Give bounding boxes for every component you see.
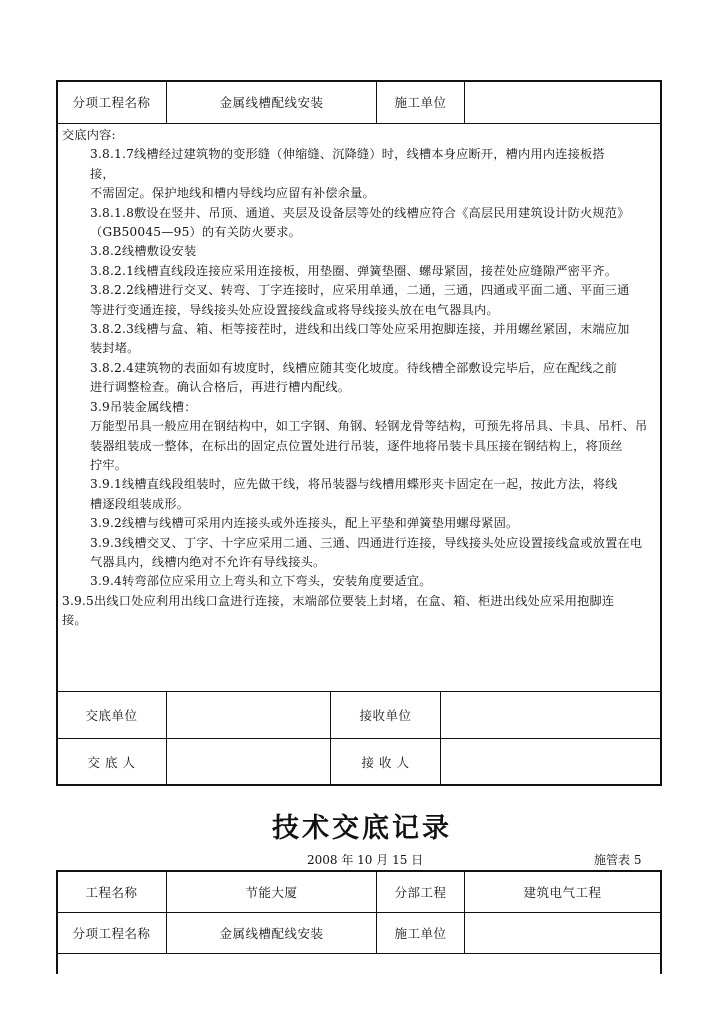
second-table-border-right bbox=[660, 870, 662, 974]
disclosure-unit-value bbox=[167, 692, 330, 738]
content-line: 3.8.2.4建筑物的表面如有坡度时，线槽应随其变化坡度。待线槽全部敷设完毕后，应在配线之前 bbox=[90, 360, 618, 375]
content-line: （GB50045—95）的有关防火要求。 bbox=[90, 225, 302, 240]
receiver-label: 接 收 人 bbox=[361, 754, 410, 770]
receiving-unit-value bbox=[441, 692, 660, 738]
top-table-row-divider bbox=[56, 123, 662, 124]
content-line: 槽逐段组装成形。 bbox=[90, 496, 190, 511]
content-line: 3.8.2.3线槽与盒、箱、柜等接茬时，进线和出线口等处应采用抱脚连接，并用螺丝紧固，末端应加 bbox=[90, 322, 630, 337]
construction-unit-label-2: 施工单位 bbox=[394, 926, 447, 941]
form-date: 2008 年 10 月 15 日 bbox=[307, 853, 424, 867]
content-line: 接。 bbox=[62, 613, 87, 628]
top-table-border-bottom bbox=[56, 784, 662, 786]
project-name-value: 节能大厦 bbox=[245, 884, 298, 900]
form-number: 施管表 5 bbox=[594, 853, 642, 867]
content-line: 3.8.2.2线槽进行交叉、转弯、丁字连接时，应采用单通，二通，三通，四通或平面二通、平面三通 bbox=[90, 283, 630, 298]
content-lines bbox=[62, 145, 654, 630]
subitem-name-value-2: 金属线槽配线安装 bbox=[219, 926, 324, 941]
content-line: 装封堵。 bbox=[90, 341, 140, 356]
content-line: 3.9.1线槽直线段组装时，应先做干线，将吊装器与线槽用蝶形夹卡固定在一起，按此方法，将线 bbox=[90, 477, 618, 492]
subitem-name-label-2: 分项工程名称 bbox=[72, 926, 151, 941]
discloser-value bbox=[167, 739, 330, 784]
content-line: 拧牢。 bbox=[90, 457, 128, 472]
receiving-unit-label: 接收单位 bbox=[359, 708, 412, 723]
content-line: 装器组装成一整体，在标出的固定点位置处进行吊装，逐件地将吊装卡具压接在钢结构上，将顶丝 bbox=[90, 438, 623, 453]
project-name-label: 工程名称 bbox=[85, 884, 138, 900]
top-table-border-left bbox=[56, 80, 58, 786]
discloser-label: 交 底 人 bbox=[87, 754, 136, 770]
content-line: 3.9.3线槽交叉、丁字、十字应采用二通、三通、四通进行连接，导线接头处应设置接线盒或放置在电 bbox=[90, 535, 643, 550]
disclosure-unit-label: 交底单位 bbox=[85, 708, 138, 723]
disclosure-content bbox=[62, 126, 654, 631]
receiver-value bbox=[441, 739, 660, 784]
content-line: 气器具内，线槽内绝对不允许有导线接头。 bbox=[90, 554, 326, 569]
construction-unit-value bbox=[465, 81, 660, 123]
content-line: 3.9.5出线口处应利用出线口盒进行连接，末端部位要装上封堵，在盒、箱、柜进出线处应采用抱脚连 bbox=[62, 593, 615, 608]
content-line: 等进行变通连接，导线接头处应设置接线盒或将导线接头放在电气器具内。 bbox=[90, 302, 499, 317]
division-label: 分部工程 bbox=[394, 884, 447, 900]
second-table-row-bottom bbox=[56, 953, 662, 954]
top-table-border-right bbox=[660, 80, 662, 786]
content-line: 万能型吊具一般应用在钢结构中，如工字钢、角钢、轻钢龙骨等结构，可预先将吊具、卡具、吊杆、吊 bbox=[90, 419, 648, 434]
content-line: 不需固定。保护地线和槽内导线均应留有补偿余量。 bbox=[90, 186, 375, 201]
content-line: 3.8.1.8敷设在竖井、吊顶、通道、夹层及设备层等处的线槽应符合《高层民用建筑设计防火规范》 bbox=[90, 205, 630, 220]
subitem-name-label: 分项工程名称 bbox=[72, 95, 151, 110]
content-line: 3.9吊装金属线槽： bbox=[90, 399, 197, 414]
content-label: 交底内容: bbox=[62, 128, 116, 142]
content-line: 3.8.1.7线槽经过建筑物的变形缝（伸缩缝、沉降缝）时，线槽本身应断开，槽内用内连接板搭 bbox=[90, 147, 605, 162]
form-title: 技术交底记录 bbox=[272, 813, 452, 844]
subitem-name-value: 金属线槽配线安装 bbox=[219, 95, 324, 110]
construction-unit-value-2 bbox=[465, 913, 660, 953]
content-line: 接， bbox=[90, 166, 115, 181]
division-value: 建筑电气工程 bbox=[523, 884, 602, 900]
content-line: 3.9.2线槽与线槽可采用内连接头或外连接头，配上平垫和弹簧垫用螺母紧固。 bbox=[90, 516, 519, 531]
content-line: 3.8.2线槽敷设安装 bbox=[90, 244, 197, 259]
content-line: 3.9.4转弯部位应采用立上弯头和立下弯头，安装角度要适宜。 bbox=[90, 574, 432, 589]
content-line: 进行调整检查。确认合格后，再进行槽内配线。 bbox=[90, 380, 351, 395]
construction-unit-label: 施工单位 bbox=[394, 95, 447, 110]
content-line: 3.8.2.1线槽直线段连接应采用连接板，用垫圈、弹簧垫圈、螺母紧固，接茬处应缝隙严密平齐。 bbox=[90, 263, 618, 278]
